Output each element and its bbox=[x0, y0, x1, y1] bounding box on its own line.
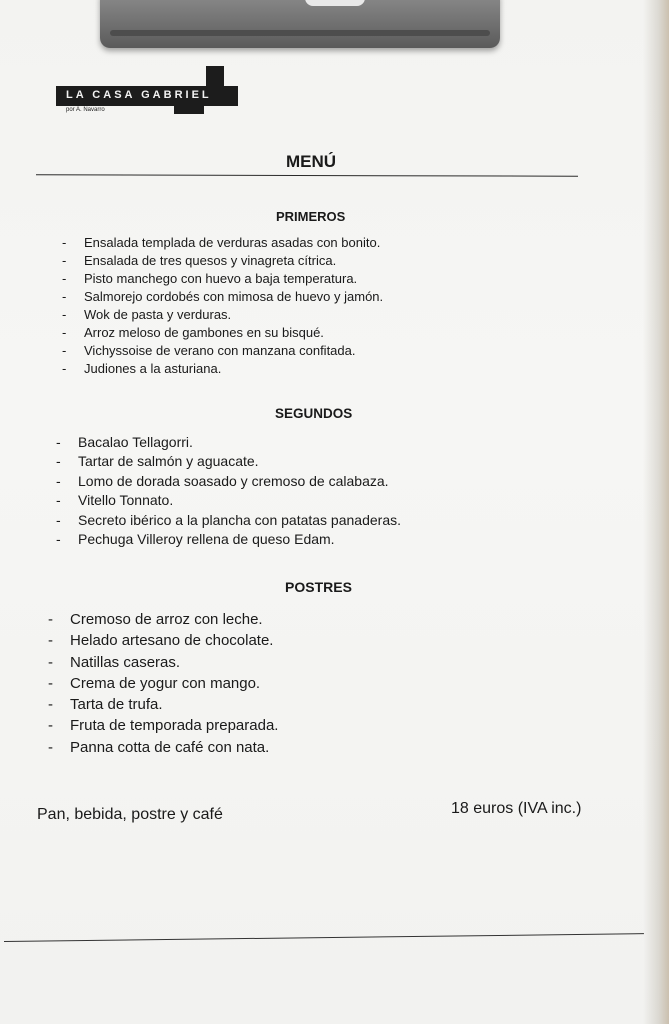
section-title-primeros: PRIMEROS bbox=[276, 209, 346, 224]
bullet-dash: - bbox=[56, 530, 61, 547]
logo-name: LA CASA GABRIEL bbox=[66, 89, 212, 101]
menu-price: 18 euros (IVA inc.) bbox=[451, 800, 582, 817]
menu-item-text: Panna cotta de café con nata. bbox=[70, 738, 270, 756]
menu-item bbox=[62, 324, 383, 342]
menu-item bbox=[48, 609, 278, 630]
restaurant-logo bbox=[56, 66, 246, 118]
menu-item bbox=[48, 715, 279, 736]
menu-item bbox=[56, 530, 401, 549]
menu-item-text: Bacalao Tellagorri. bbox=[78, 434, 193, 450]
menu-item bbox=[48, 694, 278, 715]
section-title-postres: POSTRES bbox=[285, 579, 352, 595]
menu-item-text: Arroz meloso de gambones en su bisqué. bbox=[84, 325, 324, 340]
menu-item bbox=[48, 652, 278, 673]
bullet-dash: - bbox=[62, 271, 67, 286]
bullet-dash: - bbox=[56, 511, 61, 528]
menu-item bbox=[62, 234, 383, 252]
bullet-dash: - bbox=[62, 361, 67, 376]
menu-item-text: Wok de pasta y verduras. bbox=[84, 307, 232, 322]
menu-item-text: Tartar de salmón y aguacate. bbox=[78, 453, 259, 470]
postres-list bbox=[48, 609, 279, 758]
menu-item-text: Fruta de temporada preparada. bbox=[70, 717, 279, 735]
bullet-dash: - bbox=[48, 674, 53, 692]
menu-item-text: Vitello Tonnato. bbox=[78, 492, 174, 509]
bullet-dash: - bbox=[48, 632, 53, 650]
bullet-dash: - bbox=[48, 653, 53, 671]
menu-item-text: Judiones a la asturiana. bbox=[84, 361, 222, 376]
menu-item bbox=[48, 630, 278, 651]
menu-item bbox=[56, 452, 401, 471]
menu-item bbox=[62, 342, 383, 360]
bullet-dash: - bbox=[62, 325, 67, 340]
bullet-dash: - bbox=[48, 611, 53, 628]
menu-item-text: Secreto ibérico a la plancha con patatas panaderas. bbox=[78, 511, 401, 528]
menu-item-text: Ensalada templada de verduras asadas con bonito. bbox=[84, 235, 381, 250]
bullet-dash: - bbox=[48, 717, 53, 735]
bullet-dash: - bbox=[56, 472, 61, 489]
menu-item bbox=[48, 737, 278, 758]
menu-item-text: Ensalada de tres quesos y vinagreta cítrica. bbox=[84, 253, 337, 268]
bullet-dash: - bbox=[62, 343, 67, 358]
menu-item bbox=[56, 491, 401, 510]
menu-item-text: Salmorejo cordobés con mimosa de huevo y jamón. bbox=[84, 289, 384, 304]
menu-includes: Pan, bebida, postre y café bbox=[37, 806, 223, 823]
bullet-dash: - bbox=[62, 307, 67, 322]
bullet-dash: - bbox=[62, 253, 67, 268]
menu-item-text: Helado artesano de chocolate. bbox=[70, 632, 274, 650]
menu-item bbox=[62, 288, 384, 306]
menu-item-text: Crema de yogur con mango. bbox=[70, 674, 261, 692]
clipboard-clip bbox=[100, 0, 500, 48]
bullet-dash: - bbox=[48, 738, 53, 756]
menu-item bbox=[62, 252, 383, 270]
clip-ridge bbox=[110, 30, 490, 36]
menu-item-text: Cremoso de arroz con leche. bbox=[70, 611, 263, 628]
bullet-dash: - bbox=[62, 289, 67, 304]
menu-item-text: Pisto manchego con huevo a baja temperatura. bbox=[84, 271, 358, 286]
logo-block-top bbox=[206, 66, 224, 88]
menu-item bbox=[62, 360, 383, 378]
menu-item bbox=[56, 472, 401, 491]
bullet-dash: - bbox=[62, 235, 67, 250]
clip-hole bbox=[305, 0, 365, 6]
bullet-dash: - bbox=[56, 453, 61, 470]
menu-item bbox=[48, 673, 278, 694]
menu-item-text: Natillas caseras. bbox=[70, 653, 181, 671]
bullet-dash: - bbox=[48, 696, 53, 714]
logo-byline: por A. Navarro bbox=[66, 107, 105, 113]
menu-item bbox=[56, 511, 401, 530]
section-title-segundos: SEGUNDOS bbox=[275, 406, 353, 421]
logo-block-bottom bbox=[174, 106, 204, 114]
menu-item bbox=[62, 270, 383, 288]
paper-edge-shadow bbox=[643, 0, 669, 1024]
segundos-list bbox=[56, 433, 401, 549]
bullet-dash: - bbox=[56, 434, 61, 450]
menu-item bbox=[62, 306, 383, 324]
menu-item-text: Pechuga Villeroy rellena de queso Edam. bbox=[78, 530, 335, 547]
menu-title: MENÚ bbox=[285, 152, 337, 171]
bullet-dash: - bbox=[56, 492, 61, 509]
menu-item-text: Vichyssoise de verano con manzana confitada. bbox=[84, 343, 356, 358]
menu-item-text: Lomo de dorada soasado y cremoso de calabaza. bbox=[78, 472, 389, 489]
primeros-list bbox=[62, 234, 384, 378]
menu-item-text: Tarta de trufa. bbox=[70, 696, 163, 714]
menu-item bbox=[56, 433, 401, 452]
